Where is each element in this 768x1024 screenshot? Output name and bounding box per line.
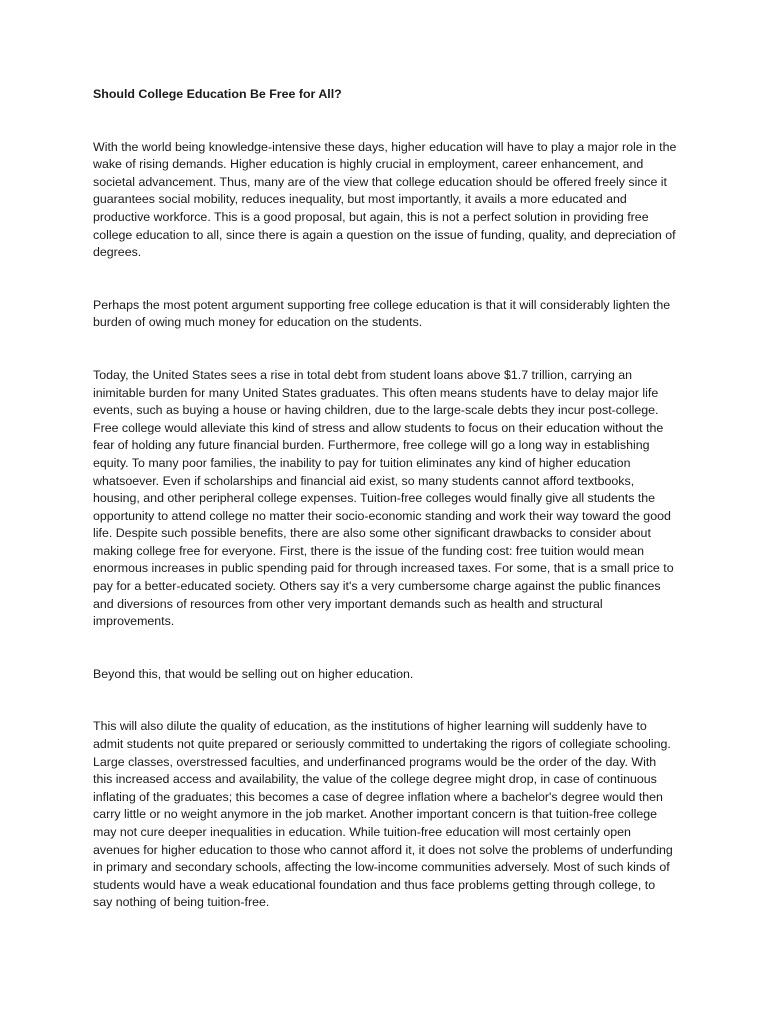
paragraph-intro: With the world being knowledge-intensive these days, higher education will have to play a major role in the wake of rising demands. Higher education is highly crucial in employment, career enhancement, and societal advancement. Thus, many are of the view that college education should be offered freely since it guarantees social mobility, reduces inequality, but most importantly, it avails a more educated and productive workforce. This is a good proposal, but again, this is not a perfect solution in providing free college education to all, since there is again a question on the issue of funding, quality, and depreciation of degrees. xyxy=(93,139,677,260)
paragraph-student-debt: Today, the United States sees a rise in total debt from student loans above $1.7 trillion, carrying an inimitable burden for many United States graduates. This often means students have to delay major life events, such as buying a house or having children, due to the large-scale debts they incur post-college. Free college would alleviate this kind of stress and allow students to focus on their education without the fear of holding any future financial burden. Furthermore, free college will go a long way in establishing equity. To many poor families, the inability to pay for tuition eliminates any kind of higher education whatsoever. Even if scholarships and financial aid exist, so many students cannot afford textbooks, housing, and other peripheral college expenses. Tuition-free colleges would finally give all students the opportunity to attend college no matter their socio-economic standing and work their way toward the good life. Despite such possible benefits, there are also some other significant drawbacks to consider about making college free for everyone. First, there is the issue of the funding cost: free tuition would mean enormous increases in public spending paid for through increased taxes. For some, that is a small price to pay for a better-educated society. Others say it's a very cumbersome charge against the public finances and diversions of resources from other very important demands such as health and structural improvements. xyxy=(93,367,674,629)
paragraph-argument: Perhaps the most potent argument supporting free college education is that it will considerably lighten the burden of owing much money for education on the students. xyxy=(93,297,671,330)
paragraph-quality: This will also dilute the quality of education, as the institutions of higher learning will suddenly have to admit students not quite prepared or seriously committed to undertaking the rigors of collegiate schooling. Large classes, overstressed faculties, and underfinanced programs would be the order of the day. With this increased access and availability, the value of the college degree might drop, in case of continuous inflating of the graduates; this becomes a case of degree inflation where a bachelor's degree would then carry little or no weight anymore in the job market. Another important concern is that tuition-free college may not cure deeper inequalities in education. While tuition-free education will most certainly open avenues for higher education to those who cannot afford it, it does not solve the problems of underfunding in primary and secondary schools, affecting the low-income communities adversely. Most of such kinds of students would have a weak educational foundation and thus face problems getting through college, to say nothing of being tuition-free. xyxy=(93,719,673,910)
document-body xyxy=(93,86,677,947)
document-title: Should College Education Be Free for All? xyxy=(93,87,342,101)
paragraph-selling-out: Beyond this, that would be selling out on higher education. xyxy=(93,666,414,681)
